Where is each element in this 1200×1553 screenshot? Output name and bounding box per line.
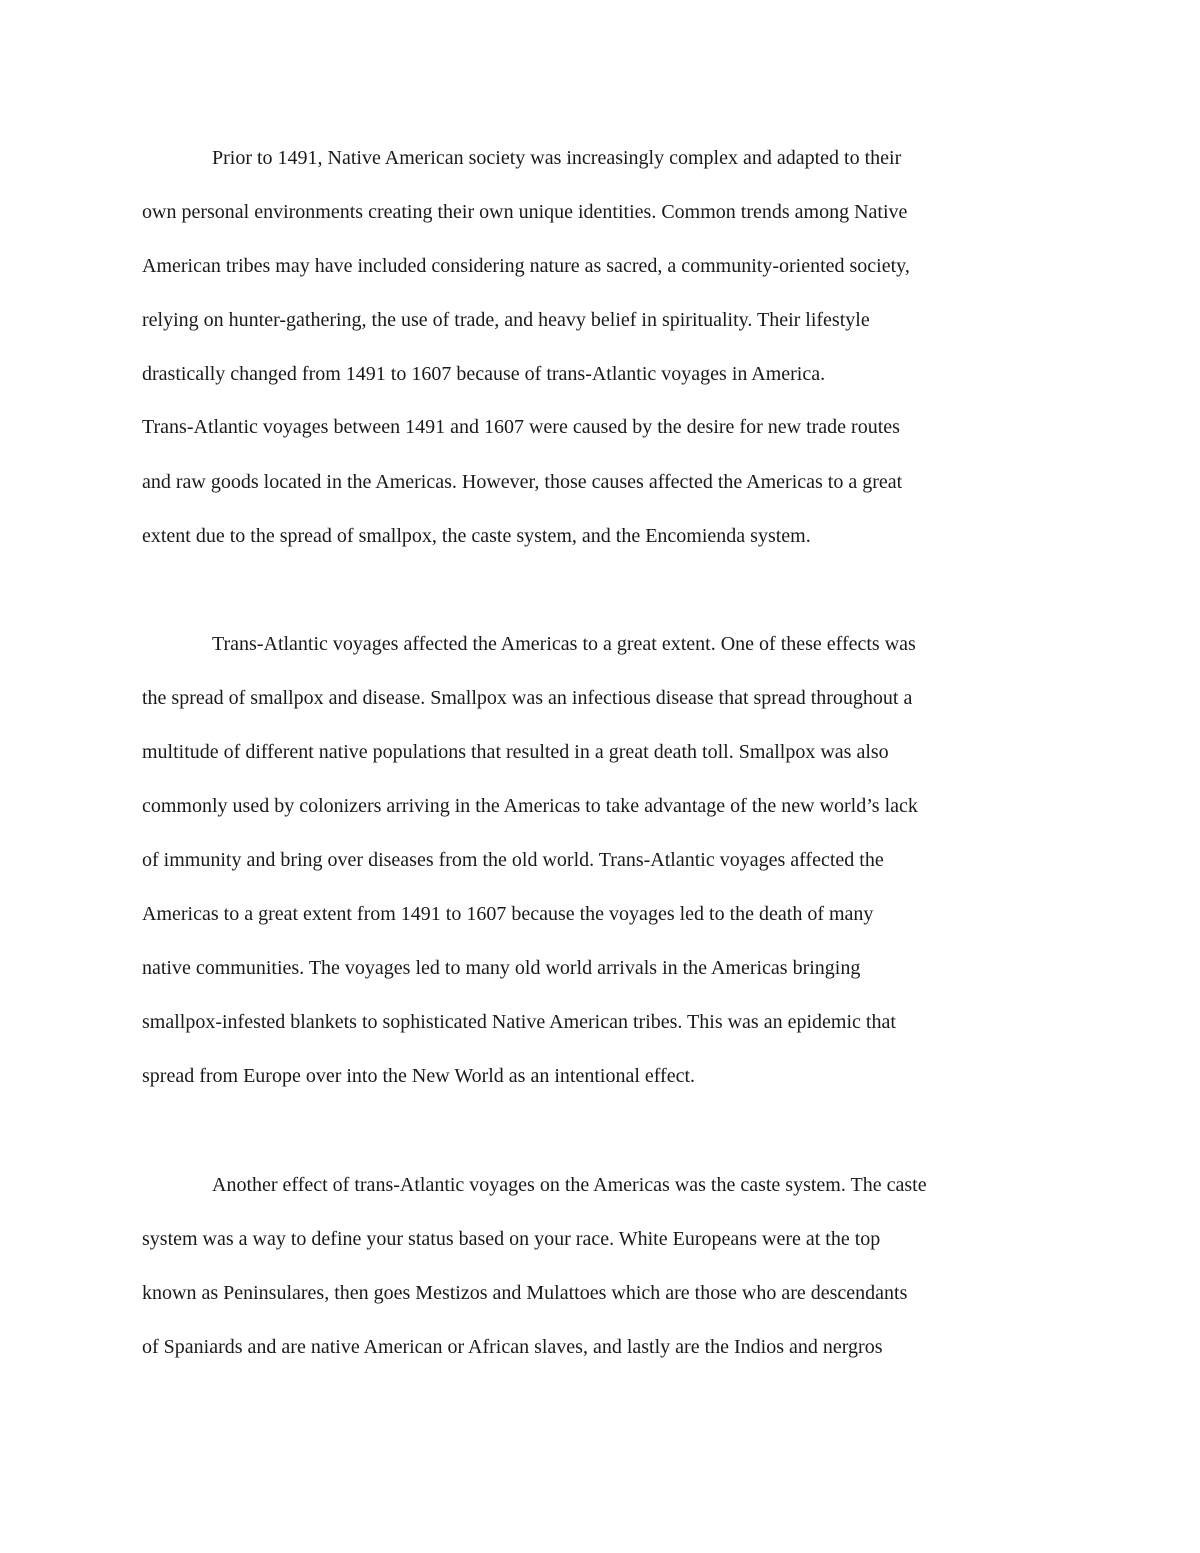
paragraph-1-line-5: drastically changed from 1491 to 1607 because of trans-Atlantic voyages in America. xyxy=(142,363,826,385)
paragraph-2-line-4: commonly used by colonizers arriving in the Americas to take advantage of the new world’s lack xyxy=(142,795,918,817)
paragraph-1-line-2: own personal environments creating their own unique identities. Common trends among Native xyxy=(142,201,908,223)
paragraph-2-line-1: Trans-Atlantic voyages affected the Americas to a great extent. One of these effects was xyxy=(212,633,916,655)
paragraph-2-line-7: native communities. The voyages led to many old world arrivals in the Americas bringing xyxy=(142,957,861,979)
paragraph-1-line-4: relying on hunter-gathering, the use of trade, and heavy belief in spirituality. Their lifestyle xyxy=(142,309,870,331)
paragraph-1-line-3: American tribes may have included considering nature as sacred, a community-oriented society, xyxy=(142,255,910,277)
paragraph-2-line-9: spread from Europe over into the New World as an intentional effect. xyxy=(142,1065,696,1087)
paragraph-2-line-3: multitude of different native populations that resulted in a great death toll. Smallpox was also xyxy=(142,741,889,763)
paragraph-2-line-8: smallpox-infested blankets to sophisticated Native American tribes. This was an epidemic that xyxy=(142,1011,896,1033)
paragraph-1-line-7: and raw goods located in the Americas. However, those causes affected the Americas to a great xyxy=(142,471,903,493)
paragraph-2-line-2: the spread of smallpox and disease. Smallpox was an infectious disease that spread throughout a xyxy=(142,687,913,709)
paragraph-1-line-6: Trans-Atlantic voyages between 1491 and 1607 were caused by the desire for new trade routes xyxy=(142,416,900,438)
paragraph-2-line-5: of immunity and bring over diseases from the old world. Trans-Atlantic voyages affected the xyxy=(142,849,884,871)
paragraph-3-line-3: known as Peninsulares, then goes Mestizos and Mulattoes which are those who are descendants xyxy=(142,1282,908,1304)
paragraph-3-line-4: of Spaniards and are native American or African slaves, and lastly are the Indios and nergros xyxy=(142,1336,883,1358)
paragraph-1-line-1: Prior to 1491, Native American society was increasingly complex and adapted to their xyxy=(212,147,902,169)
paragraph-1-line-8: extent due to the spread of smallpox, the caste system, and the Encomienda system. xyxy=(142,525,811,547)
paragraph-3-line-2: system was a way to define your status based on your race. White Europeans were at the top xyxy=(142,1228,881,1250)
paragraph-3-line-1: Another effect of trans-Atlantic voyages on the Americas was the caste system. The caste xyxy=(212,1174,927,1196)
paragraph-2-line-6: Americas to a great extent from 1491 to 1607 because the voyages led to the death of many xyxy=(142,903,874,925)
